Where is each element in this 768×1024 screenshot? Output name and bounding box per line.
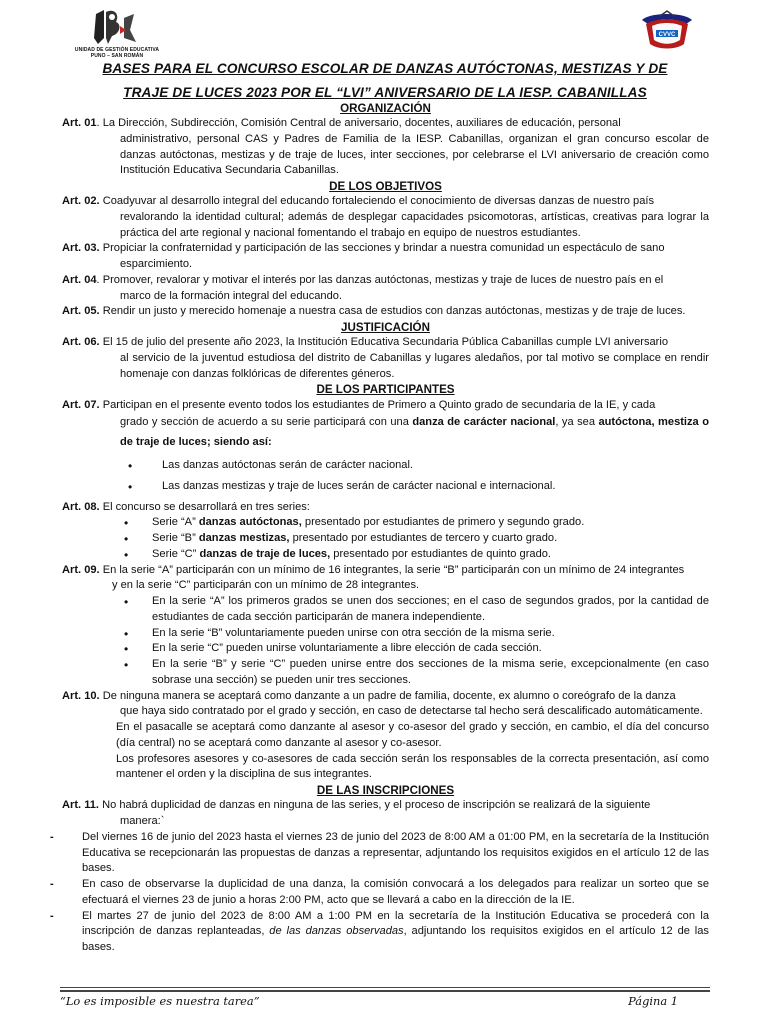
title-line-2: TRAJE DE LUCES 2023 POR EL “LVI” ANIVERSARIO DE LA IESP. CABANILLAS: [123, 85, 647, 100]
article-05: Art. 05. Rendir un justo y merecido homenaje a nuestra casa de estudios con danzas autóctonas, mestizas y de traje de luces.: [62, 305, 686, 318]
footer-divider: [60, 987, 710, 988]
article-11: Art. 11. No habrá duplicidad de danzas en ninguna de las series, y el proceso de inscripción se realizará de la siguiente manera:` - Del viernes 16 de junio del 2023 hasta el viernes 23 de junio del 2023 de 8:00 AM a 01:00 PM, en la secretaría de la Institución Educativa se recepcionarán las propuestas de danzas a representar, adjuntando los requisitos exigidos en el artículo 12 de las bases. - En caso de observarse la duplicidad de una danza, la comisión convocará a los delegados para realizar un sorteo que se efectuará el viernes 23 de junio a horas 2:00 PM, acto que se llevará a cabo en la dirección de la IE. - El martes 27 de junio del 2023 de 8:00 AM a 1:00 PM en la secretaría de la Institución Educativa se procederá con la inscripción de danzas replanteadas, de las danzas observadas, adjuntando los requisitos exigidos en el artículo 12 de las bases.: [62, 798, 709, 956]
list-item: • En la serie “A” los primeros grados se unen dos secciones; en el caso de segundos grados, por la cantidad de estudiantes de cada sección participarán de manera independiente.: [138, 594, 709, 626]
school-crest-icon: [640, 10, 694, 50]
article-09: Art. 09. En la serie “A” participarán con un mínimo de 16 integrantes, la serie “B” participarán con un mínimo de 24 integrantes y en la serie “C” participarán con un mínimo de 28 integrantes. • En la serie “A” los primeros grados se unen dos secciones; en el caso de segundos grados, por la cantidad de estudiantes de cada sección participarán de manera independiente. • En la serie “B” voluntariamente pueden unirse con otra sección de la misma serie. • En la serie “C” pueden unirse voluntariamente a libre elección de cada sección. • En la serie “B” y serie “C” pueden unirse entre dos secciones de la misma serie, excepcionalmente (en caso sobrase una sección) se pueden unir tres secciones.: [62, 563, 709, 689]
ugel-emblem-icon: [90, 8, 144, 48]
article-08-list: [62, 515, 709, 562]
document-title: [60, 57, 710, 105]
section-heading-inscripciones: DE LAS INSCRIPCIONES: [316, 784, 455, 798]
list-item: • En la serie “B” y serie “C” pueden unirse entre dos secciones de la misma serie, excepcionalmente (en caso sobrase una sección) se pueden unir tres secciones.: [138, 657, 709, 689]
article-02: Art. 02. Coadyuvar al desarrollo integral del educando fortaleciendo el conocimiento de diversas danzas de nuestro país revalorando la identidad cultural; además de desplegar capacidades psicomotoras, artísticas, creativas para lograr la práctica del arte regional y nacional fomentando el trabajo en equipo de nuestros estudiantes.: [62, 195, 709, 239]
footer-divider-thick: [60, 990, 710, 992]
section-heading-participantes: DE LOS PARTICIPANTES: [316, 383, 455, 397]
article-09-list: [62, 594, 709, 689]
ugel-logo: [62, 8, 172, 60]
list-item: • Las danzas autóctonas serán de carácter nacional.: [142, 458, 709, 474]
article-10: Art. 10. De ninguna manera se aceptará como danzante a un padre de familia, docente, ex alumno o coreógrafo de la danza que haya sido contratado por el grado y sección, en caso de detectarse tal hecho será descalificado automáticamente. En el pasacalle se aceptará como danzante al asesor y co-asesor del grado y sección, en cambio, el día del concurso (día central) no se aceptará como danzante al asesor y co-asesor. Los profesores asesores y co-asesores de cada sección serán los responsables de la correcta presentación, así como mantener el orden y la disciplina de sus integrantes.: [62, 689, 709, 784]
article-10-paragraph-3: Los profesores asesores y co-asesores de cada sección serán los responsables de la correcta presentación, así como mantener el orden y la disciplina de sus integrantes.: [116, 752, 709, 781]
footer-motto: “Lo es imposible es nuestra tarea”: [60, 994, 260, 1008]
page-number: Página 1: [628, 994, 678, 1008]
article-03: Art. 03. Propiciar la confraternidad y participación de las secciones y brindar a nuestra comunidad un espectáculo de sano esparcimiento.: [62, 242, 665, 271]
svg-text:CVVC: CVVC: [658, 32, 676, 38]
article-08: Art. 08. El concurso se desarrollará en tres series: • Serie “A” danzas autóctonas, presentado por estudiantes de primero y segundo grado. • Serie “B” danzas mestizas, presentado por estudiantes de tercero y cuarto grado. • Serie “C” danzas de traje de luces, presentado por estudiantes de quinto grado.: [62, 500, 709, 563]
list-item: - En caso de observarse la duplicidad de una danza, la comisión convocará a los delegados para realizar un sorteo que se efectuará el viernes 23 de junio a horas 2:00 PM, acto que se llevará a cabo en la dirección de la IE.: [82, 877, 709, 909]
article-07: Art. 07. Participan en el presente evento todos los estudiantes de Primero a Quinto grado de secundaria de la IE, y cada grado y sección de acuerdo a su serie participará con una danza de carácter nacional, ya sea autóctona, mestiza o de traje de luces; siendo así: • Las danzas autóctonas serán de carácter nacional. • Las danzas mestizas y traje de luces serán de carácter nacional e internacional.: [62, 398, 709, 495]
section-heading-justificacion: JUSTIFICACIÓN: [341, 321, 430, 335]
title-line-1: BASES PARA EL CONCURSO ESCOLAR DE DANZAS AUTÓCTONAS, MESTIZAS Y DE: [102, 61, 668, 76]
article-07-list: [62, 458, 709, 495]
article-01: Art. 01. La Dirección, Subdirección, Comisión Central de aniversario, docentes, auxiliares de educación, personal administrativo, personal CAS y Padres de Familia de la IESP. Cabanillas, organizan el gran concurso escolar de danzas autóctonas, mestizas y de traje de luces, inter secciones, por celebrarse el LVI aniversario de creación como Institución Educativa Secundaria Cabanillas.: [62, 117, 709, 177]
school-crest-logo: [640, 10, 694, 50]
article-11-list: [62, 830, 709, 956]
list-item: • En la serie “C” pueden unirse voluntariamente a libre elección de cada sección.: [138, 641, 709, 657]
article-label: Art. 01: [62, 117, 97, 130]
section-heading-organizacion: ORGANIZACIÓN: [340, 102, 431, 115]
list-item: - El martes 27 de junio del 2023 de 8:00 AM a 1:00 PM en la secretaría de la Institución Educativa se procederá con la inscripción de danzas replanteadas, de las danzas observadas, adjuntando los requisitos exigidos en el artículo 12 de las bases.: [82, 909, 709, 956]
section-heading-objetivos: DE LOS OBJETIVOS: [329, 180, 442, 194]
article-10-paragraph-2: En el pasacalle se aceptará como danzante al asesor y co-asesor del grado y sección, en cambio, el día del concurso (día central) no se aceptará como danzante al asesor y co-asesor.: [116, 721, 709, 749]
article-04: Art. 04. Promover, revalorar y motivar el interés por las danzas autóctonas, mestizas y traje de luces de nuestro país en el marco de la formación integral del educando.: [62, 273, 664, 302]
list-item: • Las danzas mestizas y traje de luces serán de carácter nacional e internacional.: [142, 479, 709, 495]
article-06: Art. 06. El 15 de julio del presente año 2023, la Institución Educativa Secundaria Pública Cabanillas cumple LVI aniversario al servicio de la juventud estudiosa del distrito de Cabanillas y lugares aledaños, por tal motivo se complace en rendir homenaje con danzas folklóricas de diferentes géneros.: [62, 336, 709, 380]
list-item: • Serie “B” danzas mestizas, presentado por estudiantes de tercero y cuarto grado.: [138, 531, 709, 547]
list-item: • En la serie “B” voluntariamente pueden unirse con otra sección de la misma serie.: [138, 626, 709, 642]
ugel-logo-caption: UNIDAD DE GESTIÓN EDUCATIVA PUNO – SAN ROMÁN: [74, 47, 160, 59]
list-item: - Del viernes 16 de junio del 2023 hasta el viernes 23 de junio del 2023 de 8:00 AM a 01:00 PM, en la secretaría de la Institución Educativa se recepcionarán las propuestas de danzas a representar, adjuntando los requisitos exigidos en el artículo 12 de las bases.: [82, 830, 709, 877]
list-item: • Serie “C” danzas de traje de luces, presentado por estudiantes de quinto grado.: [138, 547, 709, 563]
list-item: • Serie “A” danzas autóctonas, presentado por estudiantes de primero y segundo grado.: [138, 515, 709, 531]
document-body: [62, 101, 709, 956]
